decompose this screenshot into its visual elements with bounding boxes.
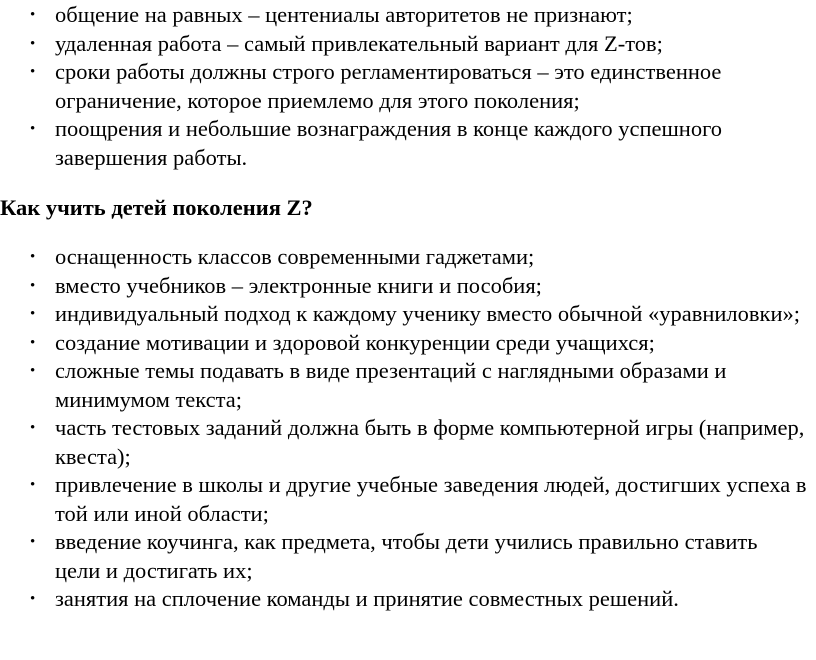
list-item xyxy=(0,300,816,329)
list-item-text: оснащенность классов современными гаджетами; xyxy=(55,244,535,269)
list-item-text: вместо учебников – электронные книги и пособия; xyxy=(55,272,542,298)
bullet-icon: • xyxy=(30,121,36,137)
list-item-text: часть тестовых заданий должна быть в форме компьютерной игры (например, квеста); xyxy=(55,415,805,469)
list-item-text: индивидуальный подход к каждому ученику вместо обычной «уравниловки»; xyxy=(55,301,801,326)
list-item-text: удаленная работа – самый привлекательный вариант для Z-тов; xyxy=(55,30,663,56)
bullet-icon: • xyxy=(30,277,36,294)
bullet-icon: • xyxy=(30,7,36,23)
list-item xyxy=(0,1,816,30)
bullet-icon: • xyxy=(30,591,36,607)
bullet-icon: • xyxy=(30,534,36,550)
bullet-icon: • xyxy=(30,249,36,265)
list-item xyxy=(0,58,816,115)
bullet-icon: • xyxy=(30,334,36,351)
bullet-icon: • xyxy=(30,477,36,493)
list-item xyxy=(0,30,816,59)
list-item-text: сроки работы должны строго регламентироваться – это единственное ограничение, которое приемлемо для этого поколения; xyxy=(55,59,722,113)
bullet-icon: • xyxy=(30,306,36,322)
bullet-icon: • xyxy=(30,420,36,436)
list-item xyxy=(0,471,816,528)
list-item-text: общение на равных – центениалы авторитетов не признают; xyxy=(55,2,633,27)
list-item-text: привлечение в школы и другие учебные заведения людей, достигших успеха в той или иной области; xyxy=(55,472,807,526)
bullet-icon: • xyxy=(30,35,36,52)
bullet-icon: • xyxy=(30,64,36,80)
bullet-list-teaching-methods xyxy=(0,243,816,614)
list-item xyxy=(0,272,816,301)
list-item xyxy=(0,585,816,614)
list-item-text: сложные темы подавать в виде презентаций с наглядными образами и минимумом текста; xyxy=(55,358,727,412)
bullet-icon: • xyxy=(30,363,36,379)
list-item xyxy=(0,414,816,471)
list-item-text: создание мотивации и здоровой конкуренции среди учащихся; xyxy=(55,329,655,355)
list-item xyxy=(0,357,816,414)
list-item xyxy=(0,243,816,272)
list-item-text: введение коучинга, как предмета, чтобы дети учились правильно ставить цели и достигать их; xyxy=(55,529,758,583)
bullet-list-generation-traits xyxy=(0,1,816,172)
list-item-text: занятия на сплочение команды и принятие совместных решений. xyxy=(55,586,679,611)
list-item xyxy=(0,528,816,585)
list-item-text: поощрения и небольшие вознаграждения в конце каждого успешного завершения работы. xyxy=(55,116,723,170)
list-item xyxy=(0,329,816,358)
section-heading: Как учить детей поколения Z? xyxy=(0,195,313,220)
list-item xyxy=(0,115,816,172)
